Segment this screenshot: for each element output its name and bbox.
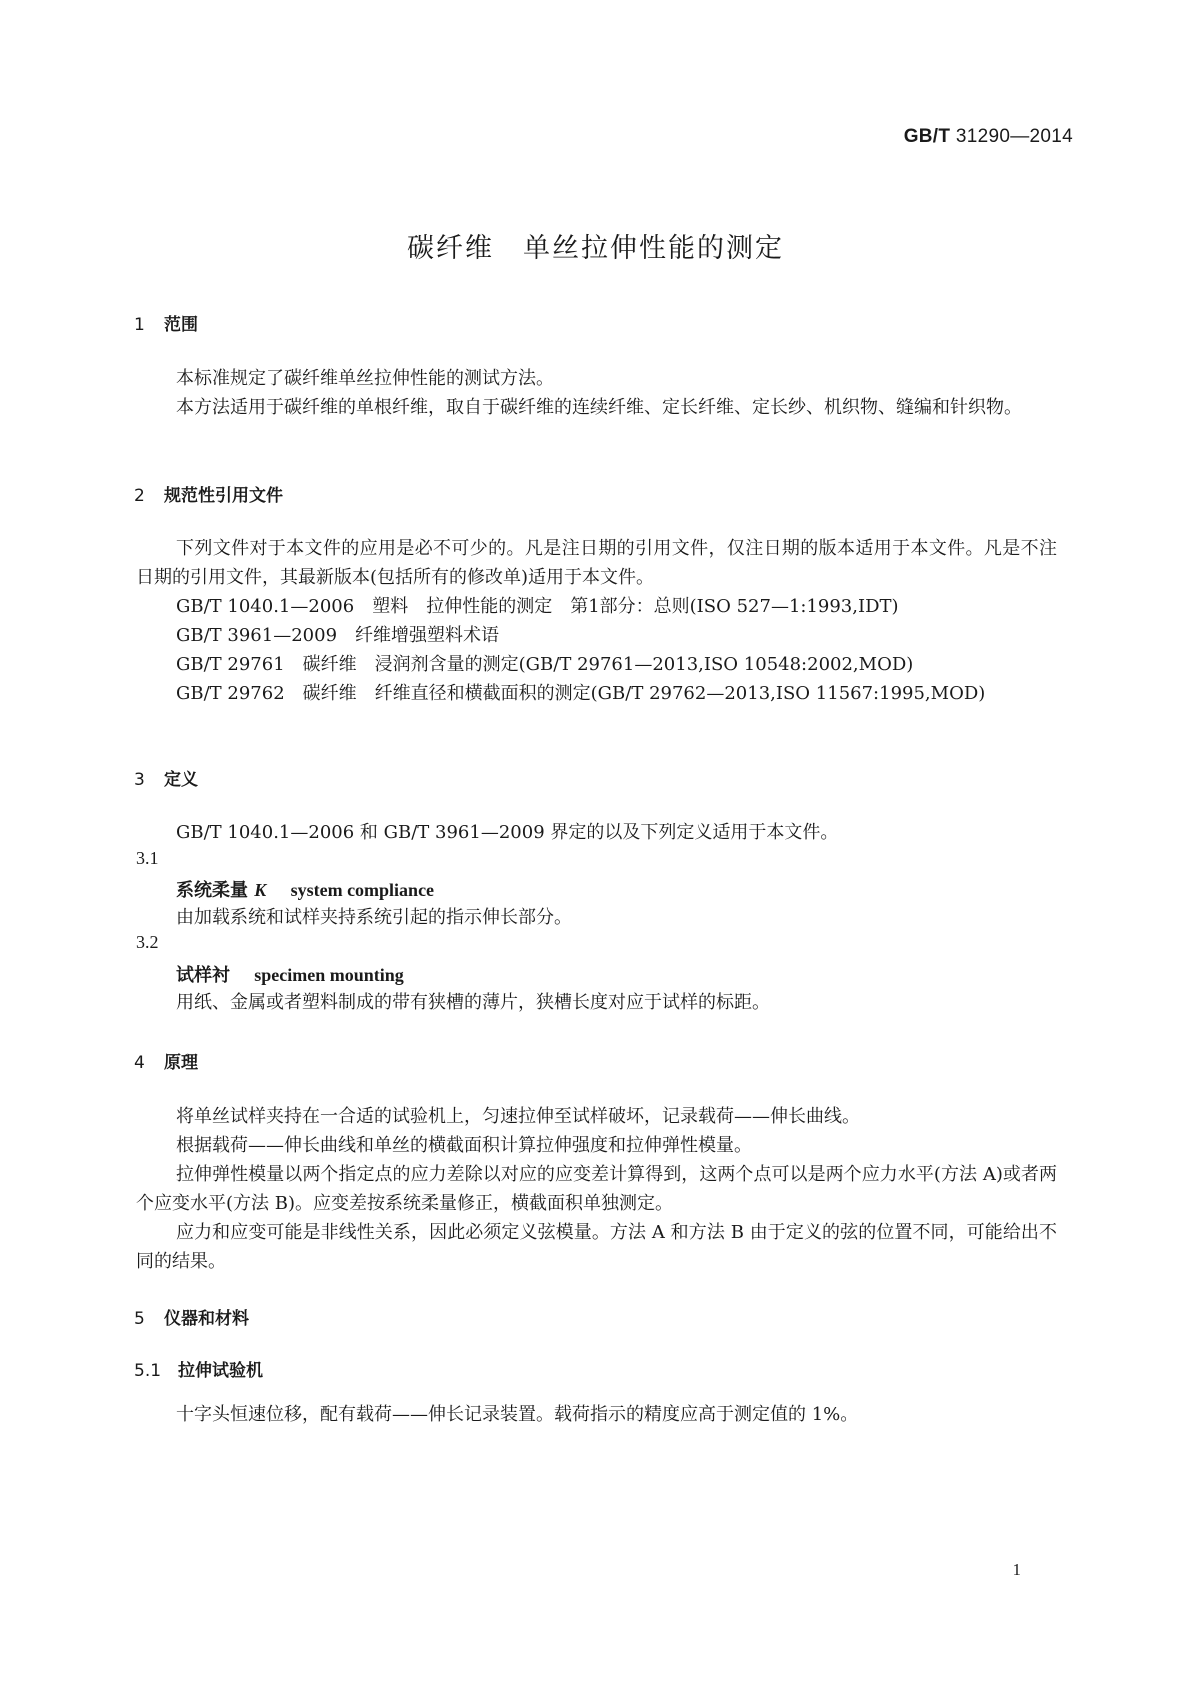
section-1-heading [134,310,198,335]
document-title: 碳纤维 单丝拉伸性能的测定 [407,233,784,264]
section-number: 4 [134,1053,145,1073]
clause-number: 3.1 [136,848,159,868]
section-title: 定义 [164,770,198,790]
section-2-heading [134,481,283,506]
term-chinese: 系统柔量 [176,880,248,901]
definition-text: 由加载系统和试样夹持系统引起的指示伸长部分。 [176,907,572,928]
s1-paragraph-2: 本方法适用于碳纤维的单根纤维，取自于碳纤维的连续纤维、定长纤维、定长纱、机织物、缝编和针织物。 [176,397,1022,418]
reference-item: GB/T 1040.1—2006 塑料 拉伸性能的测定 第1部分：总则(ISO 527—1:1993,IDT) [176,596,899,617]
section-number: 3 [134,770,145,790]
subsection-title: 拉伸试验机 [178,1361,263,1381]
term-english: system compliance [290,880,435,900]
term-symbol: K [254,880,267,900]
section-title: 范围 [164,315,198,335]
term-english: specimen mounting [254,965,404,985]
section-title: 规范性引用文件 [164,486,283,506]
reference-item: GB/T 29761 碳纤维 浸润剂含量的测定(GB/T 29761—2013,ISO 10548:2002,MOD) [176,654,914,675]
s4-paragraph-3: 拉伸弹性模量以两个指定点的应力差除以对应的应变差计算得到，这两个点可以是两个应力水平(方法 A)或者两个应变水平(方法 B)。应变差按系统柔量修正，横截面积单独测定。 [136,1164,1057,1214]
reference-item: GB/T 3961—2009 纤维增强塑料术语 [176,625,500,646]
term-chinese: 试样衬 [176,965,230,986]
clause-number: 3.2 [136,932,159,952]
definition-term [176,876,434,902]
section-5-heading [134,1304,249,1329]
definition-text: 用纸、金属或者塑料制成的带有狭槽的薄片，狭槽长度对应于试样的标距。 [176,992,770,1013]
definition-term [176,961,404,987]
section-4-heading [134,1048,198,1073]
s2-paragraph-1: 下列文件对于本文件的应用是必不可少的。凡是注日期的引用文件，仅注日期的版本适用于本文件。凡是不注日期的引用文件，其最新版本(包括所有的修改单)适用于本文件。 [136,538,1057,588]
s4-paragraph-1: 将单丝试样夹持在一合适的试验机上，匀速拉伸至试样破坏，记录载荷——伸长曲线。 [176,1106,860,1127]
s5-1-paragraph-1: 十字头恒速位移，配有载荷——伸长记录装置。载荷指示的精度应高于测定值的 1%。 [176,1404,859,1425]
standard-number [904,126,1073,148]
reference-item: GB/T 29762 碳纤维 纤维直径和横截面积的测定(GB/T 29762—2013,ISO 11567:1995,MOD) [176,683,986,704]
section-number: 1 [134,315,145,335]
section-title: 原理 [164,1053,198,1073]
section-3-heading [134,765,198,790]
section-number: 5 [134,1309,145,1329]
standard-code: 31290—2014 [955,126,1073,147]
page-number: 1 [1012,1560,1021,1579]
standard-prefix: GB/T [903,126,951,147]
subsection-number: 5.1 [134,1361,162,1381]
s4-paragraph-4: 应力和应变可能是非线性关系，因此必须定义弦模量。方法 A 和方法 B 由于定义的弦的位置不同，可能给出不同的结果。 [136,1222,1057,1272]
section-title: 仪器和材料 [164,1309,249,1329]
s3-paragraph-1: GB/T 1040.1—2006 和 GB/T 3961—2009 界定的以及下列定义适用于本文件。 [176,822,839,843]
section-number: 2 [134,486,145,506]
s4-paragraph-2: 根据载荷——伸长曲线和单丝的横截面积计算拉伸强度和拉伸弹性模量。 [176,1135,752,1156]
s1-paragraph-1: 本标准规定了碳纤维单丝拉伸性能的测试方法。 [176,368,554,389]
subsection-5-1-heading [134,1356,263,1381]
